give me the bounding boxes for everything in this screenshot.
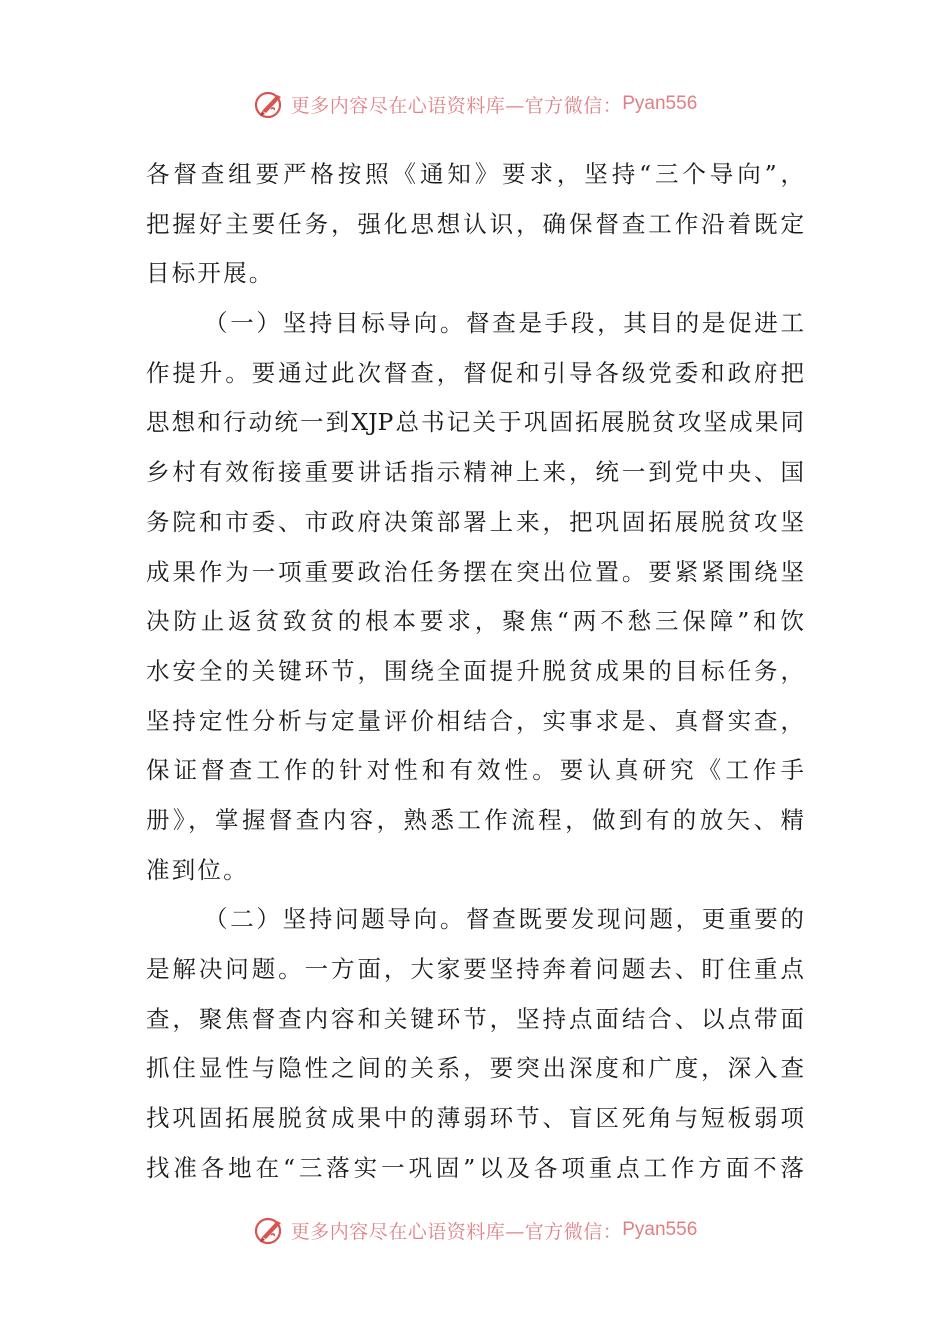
text-line: 把握好主要任务，强化思想认识，确保督查工作沿着既定 [146, 209, 804, 238]
text-line: 成果作为一项重要政治任务摆在突出位置。要紧紧围绕坚 [146, 557, 804, 586]
footer-watermark-banner [0, 1210, 950, 1250]
pen-logo-icon [253, 87, 287, 121]
text-line: 抓住显性与隐性之间的关系，要突出深度和广度，深入查 [146, 1054, 804, 1083]
watermark-text: 更多内容尽在心语资料库—官方微信： [290, 94, 623, 117]
paragraph-heading-line: （一）坚持目标导向。督查是手段，其目的是促进工 [204, 309, 804, 338]
text-line: 水安全的关键环节，围绕全面提升脱贫成果的目标任务， [146, 656, 804, 685]
text-line: 查，聚焦督查内容和关键环节，坚持点面结合、以点带面 [146, 1004, 804, 1033]
text-line: 册》，掌握督查内容，熟悉工作流程，做到有的放矢、精 [146, 805, 804, 834]
text-line: 目标开展。 [146, 259, 275, 288]
watermark-wechat-id: Pyan556 [622, 1219, 698, 1240]
header-watermark-banner [0, 84, 950, 124]
watermark-wechat-id: Pyan556 [622, 93, 698, 114]
text-line: 找巩固拓展脱贫成果中的薄弱环节、盲区死角与短板弱项 [146, 1104, 804, 1133]
paragraph-heading-line: （二）坚持问题导向。督查既要发现问题，更重要的 [204, 905, 804, 934]
text-line: 准到位。 [146, 855, 249, 884]
text-line: 决防止返贫致贫的根本要求，聚焦“两不愁三保障”和饮 [146, 607, 804, 636]
watermark-text: 更多内容尽在心语资料库—官方微信： [290, 1220, 623, 1243]
document-body [146, 150, 804, 1193]
text-line: 保证督查工作的针对性和有效性。要认真研究《工作手 [146, 756, 804, 785]
text-line: 作提升。要通过此次督查，督促和引导各级党委和政府把 [146, 358, 804, 387]
text-line: 务院和市委、市政府决策部署上来，把巩固拓展脱贫攻坚 [146, 507, 804, 536]
text-line: 思想和行动统一到XJP总书记关于巩固拓展脱贫攻坚成果同 [146, 408, 804, 437]
text-line: 是解决问题。一方面，大家要坚持奔着问题去、盯住重点 [146, 955, 804, 983]
text-line: 乡村有效衔接重要讲话指示精神上来，统一到党中央、国 [146, 458, 804, 487]
pen-logo-icon [253, 1213, 287, 1247]
text-line: 坚持定性分析与定量评价相结合，实事求是、真督实查， [146, 706, 804, 735]
text-line: 找准各地在“三落实一巩固”以及各项重点工作方面不落 [146, 1153, 804, 1182]
text-line: 各督查组要严格按照《通知》要求，坚持“三个导向”， [146, 160, 804, 188]
